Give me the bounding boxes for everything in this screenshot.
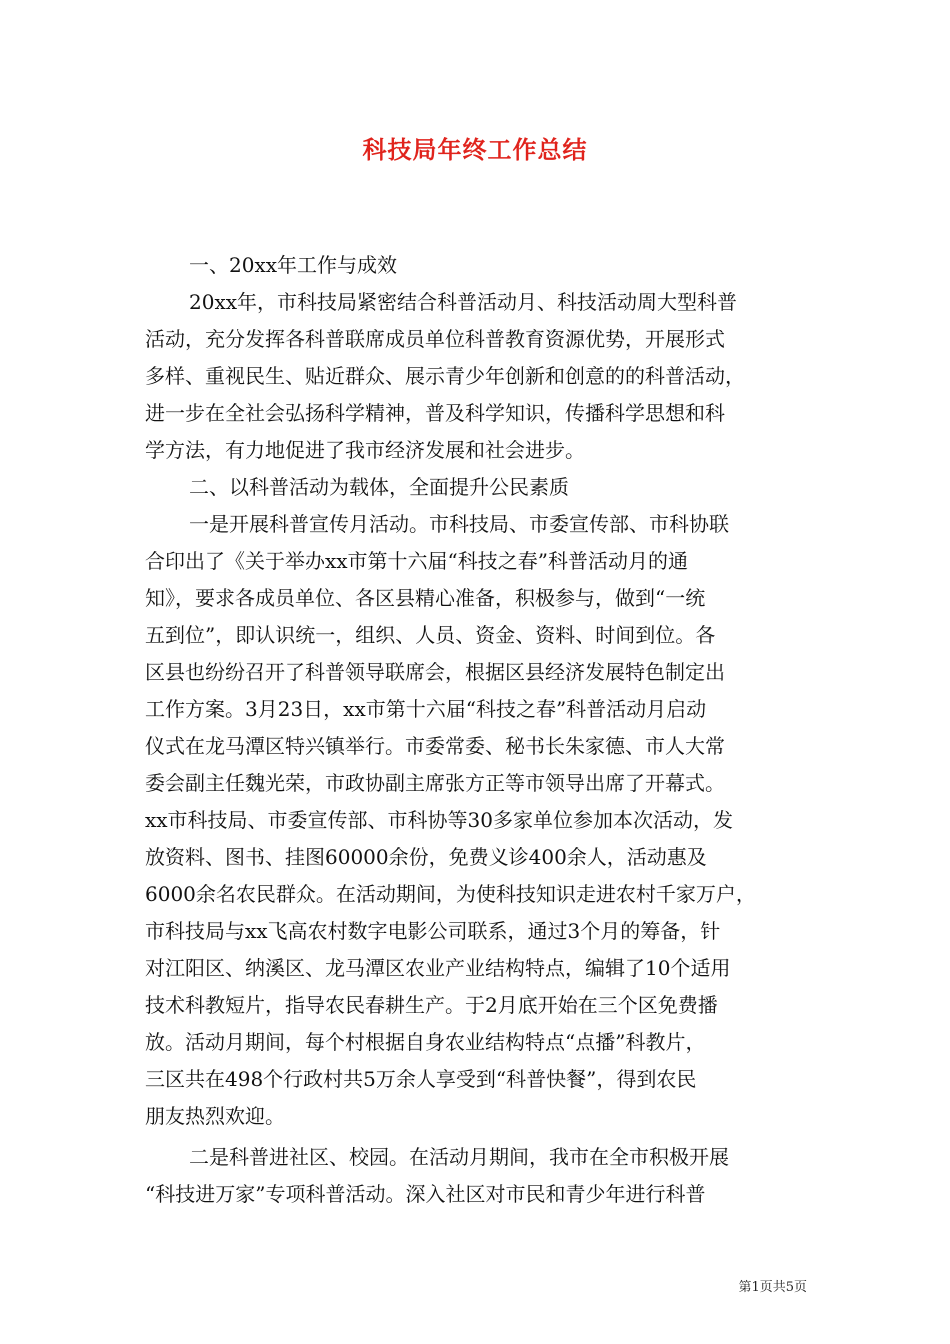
paragraph-line: 6000余名农民群众。在活动期间，为使科技知识走进农村千家万户， — [145, 882, 756, 906]
paragraph-line: 区县也纷纷召开了科普领导联席会，根据区县经济发展特色制定出 — [145, 660, 725, 684]
section-heading: 一、20xx年工作与成效 — [189, 253, 398, 277]
paragraph-line: 二是科普进社区、校园。在活动月期间，我市在全市积极开展 — [189, 1145, 729, 1169]
paragraph-line: “科技进万家”专项科普活动。深入社区对市民和青少年进行科普 — [145, 1182, 706, 1206]
paragraph-line: 市科技局与xx飞高农村数字电影公司联系，通过3个月的筹备，针 — [145, 919, 721, 943]
paragraph-line: 委会副主任魏光荣，市政协副主席张方正等市领导出席了开幕式。 — [145, 771, 725, 795]
paragraph-line: 放。活动月期间，每个村根据自身农业结构特点“点播”科教片， — [145, 1030, 706, 1054]
section-heading: 二、以科普活动为载体，全面提升公民素质 — [189, 475, 569, 499]
paragraph-line: 一是开展科普宣传月活动。市科技局、市委宣传部、市科协联 — [189, 512, 729, 536]
paragraph-line: 仪式在龙马潭区特兴镇举行。市委常委、秘书长朱家德、市人大常 — [145, 734, 725, 758]
paragraph-line: 技术科教短片，指导农民春耕生产。于2月底开始在三个区免费播 — [145, 993, 718, 1017]
paragraph-line: 朋友热烈欢迎。 — [145, 1104, 285, 1128]
paragraph-line: 20xx年，市科技局紧密结合科普活动月、科技活动周大型科普 — [189, 290, 738, 314]
paragraph-line: 学方法，有力地促进了我市经济发展和社会进步。 — [145, 438, 585, 462]
paragraph-line: 五到位”，即认识统一，组织、人员、资金、资料、时间到位。各 — [145, 623, 716, 647]
paragraph-line: 对江阳区、纳溪区、龙马潭区农业产业结构特点，编辑了10个适用 — [145, 956, 731, 980]
document-body — [145, 247, 810, 1213]
paragraph-line: 知》，要求各成员单位、各区县精心准备，积极参与，做到“一统 — [145, 586, 706, 610]
paragraph-line: 活动，充分发挥各科普联席成员单位科普教育资源优势，开展形式 — [145, 327, 725, 351]
paragraph-line: 三区共在498个行政村共5万余人享受到“科普快餐”，得到农民 — [145, 1067, 697, 1091]
paragraph-line: 放资料、图书、挂图60000余份，免费义诊400余人，活动惠及 — [145, 845, 707, 869]
paragraph-line: 多样、重视民生、贴近群众、展示青少年创新和创意的的科普活动， — [145, 364, 745, 388]
document-title: 科技局年终工作总结 — [362, 135, 588, 164]
paragraph-line: xx市科技局、市委宣传部、市科协等30多家单位参加本次活动，发 — [145, 808, 734, 832]
paragraph-line: 合印出了《关于举办xx市第十六届“科技之春”科普活动月的通 — [145, 549, 689, 573]
paragraph-line: 进一步在全社会弘扬科学精神，普及科学知识，传播科学思想和科 — [145, 401, 725, 425]
page-number: 第1页共5页 — [738, 1280, 807, 1295]
paragraph-line: 工作方案。3月23日，xx市第十六届“科技之春”科普活动月启动 — [145, 697, 707, 721]
